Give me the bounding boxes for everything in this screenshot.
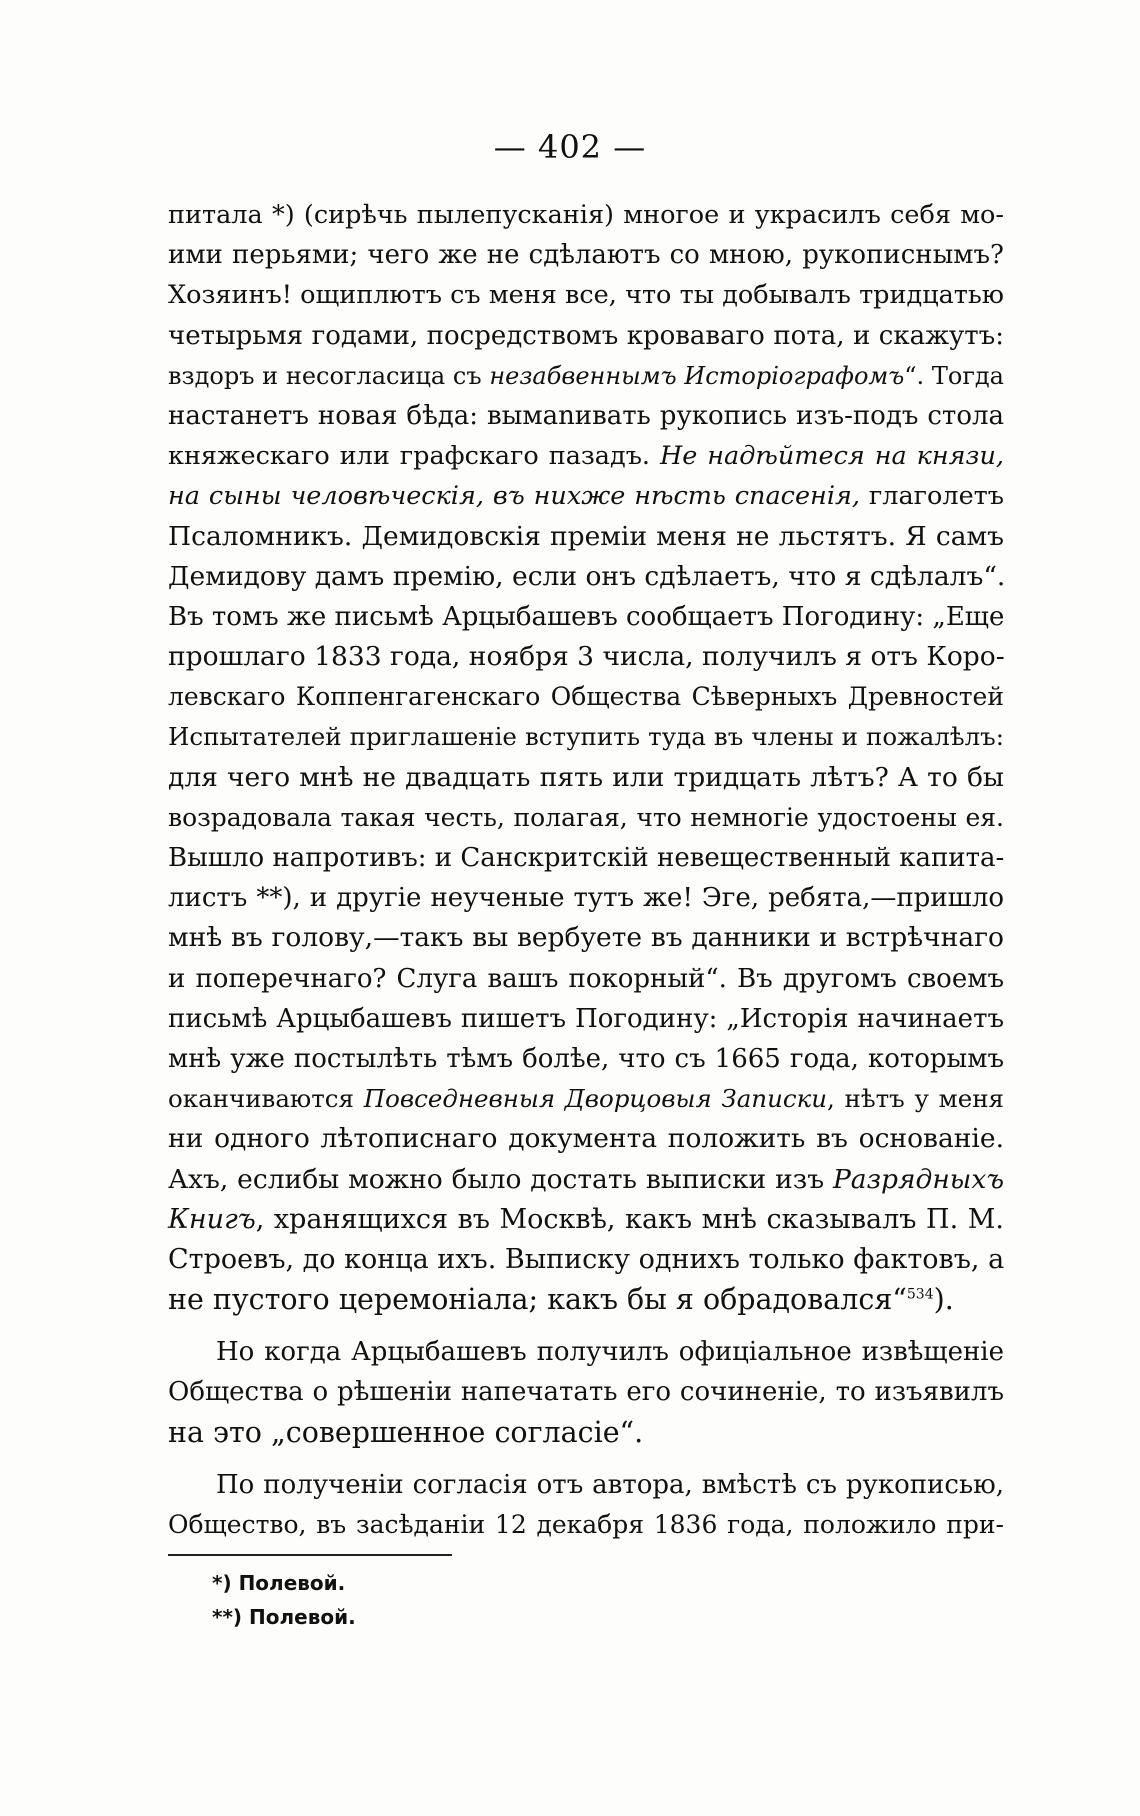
italic-title: Повседневныя Дворцовыя Записки — [363, 1084, 827, 1114]
text-line: левскаго Коппенгагенскаго Общества Сѣверныхъ Древностей — [168, 682, 1004, 712]
text-line: ни одного лѣтописнаго документа положить въ основаніе. — [168, 1123, 1004, 1155]
text-line: княжескаго или графскаго пазадъ. Не надѣйтеся на князи, — [168, 441, 1004, 472]
footnote: *) Полевой. — [212, 1571, 346, 1595]
text-line: для чего мнѣ не двадцать пять или тридцать лѣтъ? А то бы — [168, 761, 1004, 793]
italic-title: Разрядныхъ — [832, 1163, 1004, 1195]
text-line: Демидову дамъ премію, если онъ сдѣлаетъ, что я сдѣлалъ“. — [168, 560, 1006, 592]
text-line: Въ томъ же письмѣ Арцыбашевъ сообщаетъ Погодину: „Еще — [168, 601, 1005, 632]
text-line: Вышло напротивъ: и Санскритскій невещественный капита- — [168, 843, 1005, 873]
text-line: четырьмя годами, посредствомъ кроваваго пота, и скажутъ: — [168, 320, 1004, 351]
italic-quote: Не надѣйтеся на князи, — [659, 441, 1004, 472]
footnote: **) Полевой. — [212, 1605, 356, 1629]
text-line: Но когда Арцыбашевъ получилъ офиціальное извѣщеніе — [216, 1337, 1004, 1368]
text-line: Псаломникъ. Демидовскія преміи меня не льстятъ. Я самъ — [168, 520, 1004, 552]
text-line: на сыны человѣческія, въ нихже нѣсть спасенія, глаголетъ — [168, 481, 1004, 512]
text-line: Испытателей приглашеніе вступить туда въ члены и пожалѣлъ: — [168, 722, 1004, 752]
paragraph-gap — [168, 1320, 1004, 1332]
italic-title: незабвеннымъ Исторіографомъ — [489, 361, 905, 390]
text-line: не пустого церемоніала; какъ бы я обрадовался“$^{534}$). — [168, 1283, 954, 1317]
text-line: Общество, въ засѣданіи 12 декабря 1836 года, положило при- — [168, 1510, 1004, 1539]
text-line: Общества о рѣшеніи напечатать его сочиненіе, то изъявилъ — [168, 1377, 1004, 1408]
paragraph-gap — [168, 1453, 1004, 1465]
text-line: Книгъ, хранящихся въ Москвѣ, какъ мнѣ сказывалъ П. М. — [168, 1203, 1004, 1235]
text-line: на это „совершенное согласіе“. — [168, 1415, 644, 1449]
text-line: мнѣ уже постылѣть тѣмъ болѣе, что съ 1665 года, которымъ — [168, 1043, 1004, 1074]
text-line: ими перьями; чего же не сдѣлаютъ со мною, рукописнымъ? — [168, 240, 1004, 271]
text-line: возрадовала такая честь, полагая, что немногіе удостоены ея. — [168, 802, 1004, 832]
page-number: — 402 — — [493, 128, 647, 166]
italic-title: Книгъ — [168, 1203, 256, 1235]
text-line: оканчиваются Повседневныя Дворцовыя Записки, нѣтъ у меня — [168, 1084, 1004, 1114]
citation-number: 534 — [906, 1286, 934, 1303]
text-line: По полученіи согласія отъ автора, вмѣстѣ съ рукописью, — [216, 1469, 1004, 1500]
text-line: настанетъ новая бѣда: вымanивать рукопись изъ-подъ стола — [168, 400, 1004, 431]
text-line: и поперечнаго? Слуга вашъ покорный“. Въ другомъ своемъ — [168, 963, 1004, 994]
text-line: питала *) (сирѣчь пылепусканія) многое и украсилъ себя мо- — [168, 200, 1004, 230]
text-line: мнѣ въ голову,—такъ вы вербуете въ данники и встрѣчнаго — [168, 922, 1004, 954]
text-line: листъ **), и другіе неученые тутъ же! Эге, ребята,—пришло — [168, 883, 1004, 914]
text-line: письмѣ Арцыбашевъ пишетъ Погодину: „Исторія начинаетъ — [168, 1003, 1004, 1034]
text-line: Строевъ, до конца ихъ. Выписку однихъ только фактовъ, а — [168, 1243, 1005, 1275]
text-line: Хозяинъ! ощиплютъ съ меня все, что ты добывалъ тридцатью — [168, 280, 1004, 311]
footnotes — [212, 1566, 356, 1634]
text-line: Ахъ, еслибы можно было достать выписки изъ Разрядныхъ — [168, 1163, 1004, 1195]
footnote-divider — [168, 1554, 452, 1556]
italic-quote: на сыны человѣческія, въ нихже нѣсть спасенія, — [168, 481, 860, 512]
text-line: вздоръ и несогласица съ незабвеннымъ Исторіографомъ“. Тогда — [168, 361, 1004, 390]
body-text — [168, 195, 1004, 1545]
text-line: прошлаго 1833 года, ноября 3 числа, получилъ я отъ Коро- — [168, 641, 1005, 673]
